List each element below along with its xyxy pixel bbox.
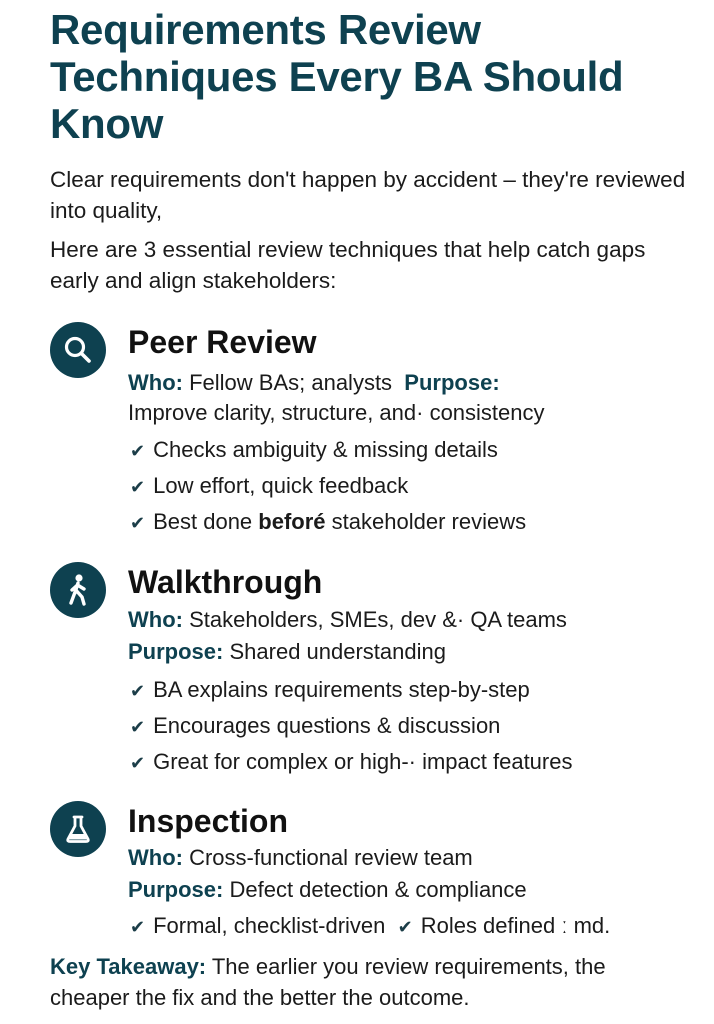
purpose-label: Purpose: bbox=[404, 370, 500, 395]
checkmark-icon: ✔ bbox=[130, 513, 146, 533]
bullet-text: Low effort, quick feedback bbox=[153, 473, 409, 498]
section-title: Peer Review bbox=[128, 324, 317, 360]
who-text: Cross-functional review team bbox=[189, 845, 473, 870]
who-label: Who: bbox=[128, 607, 183, 632]
who-purpose-line bbox=[128, 368, 500, 398]
section-title: Walkthrough bbox=[128, 564, 323, 600]
bullet-item bbox=[130, 435, 498, 466]
purpose-label: Purpose: bbox=[128, 639, 224, 664]
bullet-bold-text: beforé bbox=[258, 509, 326, 534]
bullet-item bbox=[130, 507, 526, 538]
checkmark-icon: ✔ bbox=[130, 753, 146, 773]
bullet-text: Great for complex or high-· impact features bbox=[153, 749, 573, 774]
flask-icon bbox=[50, 801, 106, 857]
who-line bbox=[128, 605, 567, 635]
checkmark-icon: ✔ bbox=[130, 681, 146, 701]
bullet-text: stakeholder reviews bbox=[331, 509, 527, 534]
checkmark-icon: ✔ bbox=[130, 477, 146, 497]
page-title: Requirements Review Techniques Every BA Should Know bbox=[50, 6, 624, 147]
who-line bbox=[128, 843, 473, 873]
who-label: Who: bbox=[128, 370, 183, 395]
purpose-line bbox=[128, 637, 446, 667]
key-takeaway bbox=[50, 951, 690, 1013]
bullet-row bbox=[130, 911, 610, 942]
who-text: Fellow BAs; analysts bbox=[189, 370, 393, 395]
takeaway-label: Key Takeaway: bbox=[50, 954, 207, 979]
bullet-item bbox=[130, 711, 500, 742]
bullet-text: BA explains requirements step-by-step bbox=[153, 677, 530, 702]
section-title: Inspection bbox=[128, 803, 289, 839]
purpose-label: Purpose: bbox=[128, 877, 224, 902]
magnifier-icon bbox=[50, 322, 106, 378]
checkmark-icon: ✔ bbox=[130, 441, 146, 461]
purpose-line bbox=[128, 875, 527, 905]
bullet-text: Roles defined ː md. bbox=[420, 913, 611, 938]
bullet-item bbox=[130, 471, 408, 502]
checkmark-icon: ✔ bbox=[397, 917, 413, 937]
bullet-text: Best done bbox=[153, 509, 253, 534]
bullet-text: Formal, checklist-driven bbox=[153, 913, 386, 938]
bullet-text: Checks ambiguity & missing details bbox=[153, 437, 498, 462]
takeaway-text: The earlier you review requirements, the cheaper the fix and the better the outcome. bbox=[50, 954, 606, 1010]
who-label: Who: bbox=[128, 845, 183, 870]
intro-paragraph-1: Clear requirements don't happen by accident – they're reviewed into quality, bbox=[50, 167, 686, 223]
who-text: Stakeholders, SMEs, dev &· QA teams bbox=[189, 607, 567, 632]
intro-paragraph-2: Here are 3 essential review techniques that help catch gaps early and align stakeholders: bbox=[50, 237, 646, 293]
bullet-text: Encourages questions & discussion bbox=[153, 713, 501, 738]
purpose-text: Shared understanding bbox=[229, 639, 446, 664]
purpose-text: Improve clarity, structure, and· consistency bbox=[128, 400, 545, 425]
bullet-item bbox=[130, 747, 572, 778]
bullet-item bbox=[130, 675, 530, 706]
checkmark-icon: ✔ bbox=[130, 717, 146, 737]
walking-person-icon bbox=[50, 562, 106, 618]
purpose-text: Defect detection & compliance bbox=[229, 877, 527, 902]
checkmark-icon: ✔ bbox=[130, 917, 146, 937]
